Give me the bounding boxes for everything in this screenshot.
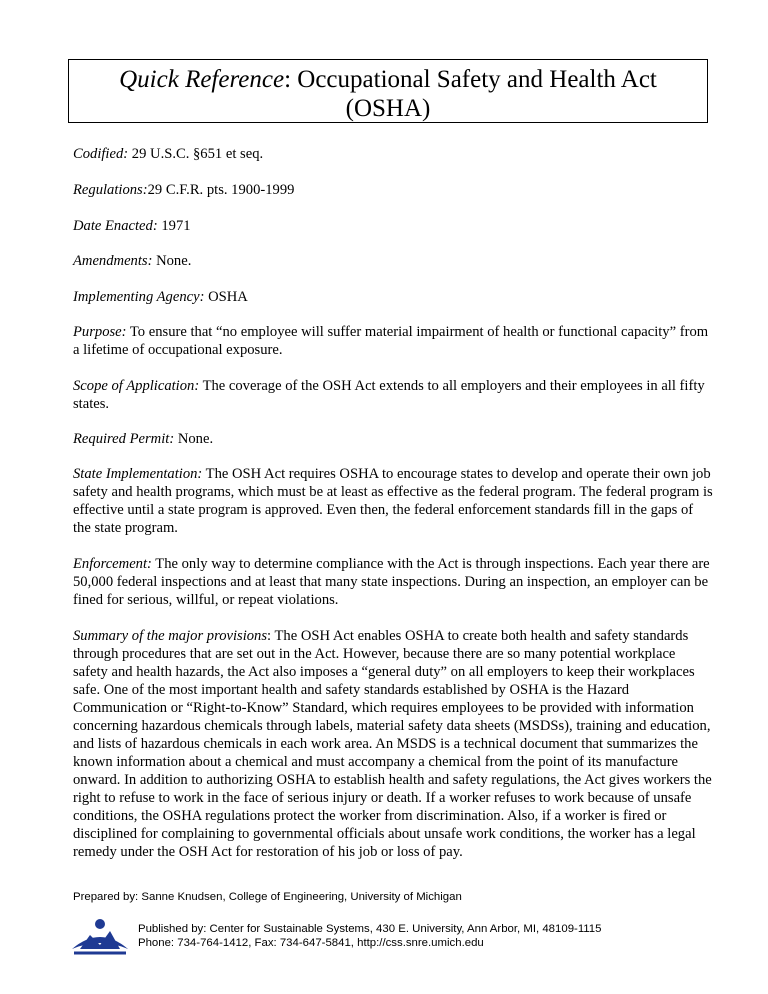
field-scope [73,377,713,413]
field-purpose [73,323,713,359]
field-date-enacted [73,217,713,235]
field-label: State Implementation: [73,466,203,482]
field-value: The coverage of the OSH Act extends to all employers and their employees in all fifty states. [73,378,705,412]
field-label: Amendments: [73,253,153,269]
title-line-1 [69,65,707,94]
field-required-permit [73,430,713,448]
field-label: Purpose: [73,324,127,340]
title-italic: Quick Reference [119,66,285,93]
field-implementing-agency [73,288,713,306]
field-label: Regulations: [73,182,148,198]
field-value: To ensure that “no employee will suffer material impairment of health or functional capacity” from a lifetime of occupational exposure. [73,324,709,358]
field-value: The OSH Act requires OSHA to encourage states to develop and operate their own job safety and health programs, which must be at least as effective as the federal program. The federal program is effective until a state program is approved. Even then, the federal enforcement standards fill in the gaps of the state program. [73,466,713,536]
title-rest: : Occupational Safety and Health Act [284,66,657,93]
field-value: The only way to determine compliance with the Act is through inspections. Each year there are 50,000 federal inspections and at least that many state inspections. During an inspection, an employer can be fined for serious, willful, or repeat violations. [73,556,710,608]
field-codified [73,145,713,163]
field-label: Codified: [73,146,129,162]
field-regulations [73,181,713,199]
prepared-by: Prepared by: Sanne Knudsen, College of Engineering, University of Michigan [73,891,462,903]
field-amendments [73,252,713,270]
contact-line: Phone: 734-764-1412, Fax: 734-647-5841, http://css.snre.umich.edu [138,937,484,949]
published-block [138,922,601,950]
field-value: None. [174,431,214,447]
field-label: Summary of the major provisions [73,628,268,644]
field-label: Enforcement: [73,556,152,572]
field-label: Required Permit: [73,431,175,447]
field-value: 29 C.F.R. pts. 1900-1999 [147,182,295,198]
field-value: None. [152,253,192,269]
field-state-implementation [73,465,713,537]
published-by: Published by: Center for Sustainable Systems, 430 E. University, Ann Arbor, MI, 48109-1115 [138,923,602,935]
field-label: Implementing Agency: [73,289,205,305]
css-logo-icon [70,915,130,955]
title-line-2: (OSHA) [345,95,431,122]
field-value: OSHA [204,289,248,305]
field-value: : The OSH Act enables OSHA to create both health and safety standards through procedures that are set out in the Act. However, because there are so many potential workplace safety and health hazards, the Act also imposes a “general duty” on all employers to keep their workplaces safe. One of the most important health and safety standards established by OSHA is the Hazard Communication or “Right-to-Know” Standard, which requires employees to be provided with information concerning hazardous chemicals through labels, material safety data sheets (MSDSs), training and education, and lists of hazardous chemicals in each work area. An MSDS is a technical document that summarizes the known information about a chemical and must accompany a chemical from the point of its manufacture onward. In addition to authorizing OSHA to establish health and safety regulations, the Act gives workers the right to refuse to work in the face of serious injury or death. If a worker refuses to work because of unsafe conditions, the OSHA regulations protect the worker from discrimination. Also, if a worker is fired or disciplined for complaining to governmental officials about unsafe work conditions, the worker has a legal remedy under the OSH Act for restoration of his job or loss of pay. [73,628,712,860]
field-enforcement [73,555,713,609]
field-label: Scope of Application: [73,378,200,394]
field-label: Date Enacted: [73,218,158,234]
document-title [68,59,708,123]
field-value: 29 U.S.C. §651 et seq. [128,146,264,162]
field-summary [73,627,713,861]
field-value: 1971 [157,218,191,234]
